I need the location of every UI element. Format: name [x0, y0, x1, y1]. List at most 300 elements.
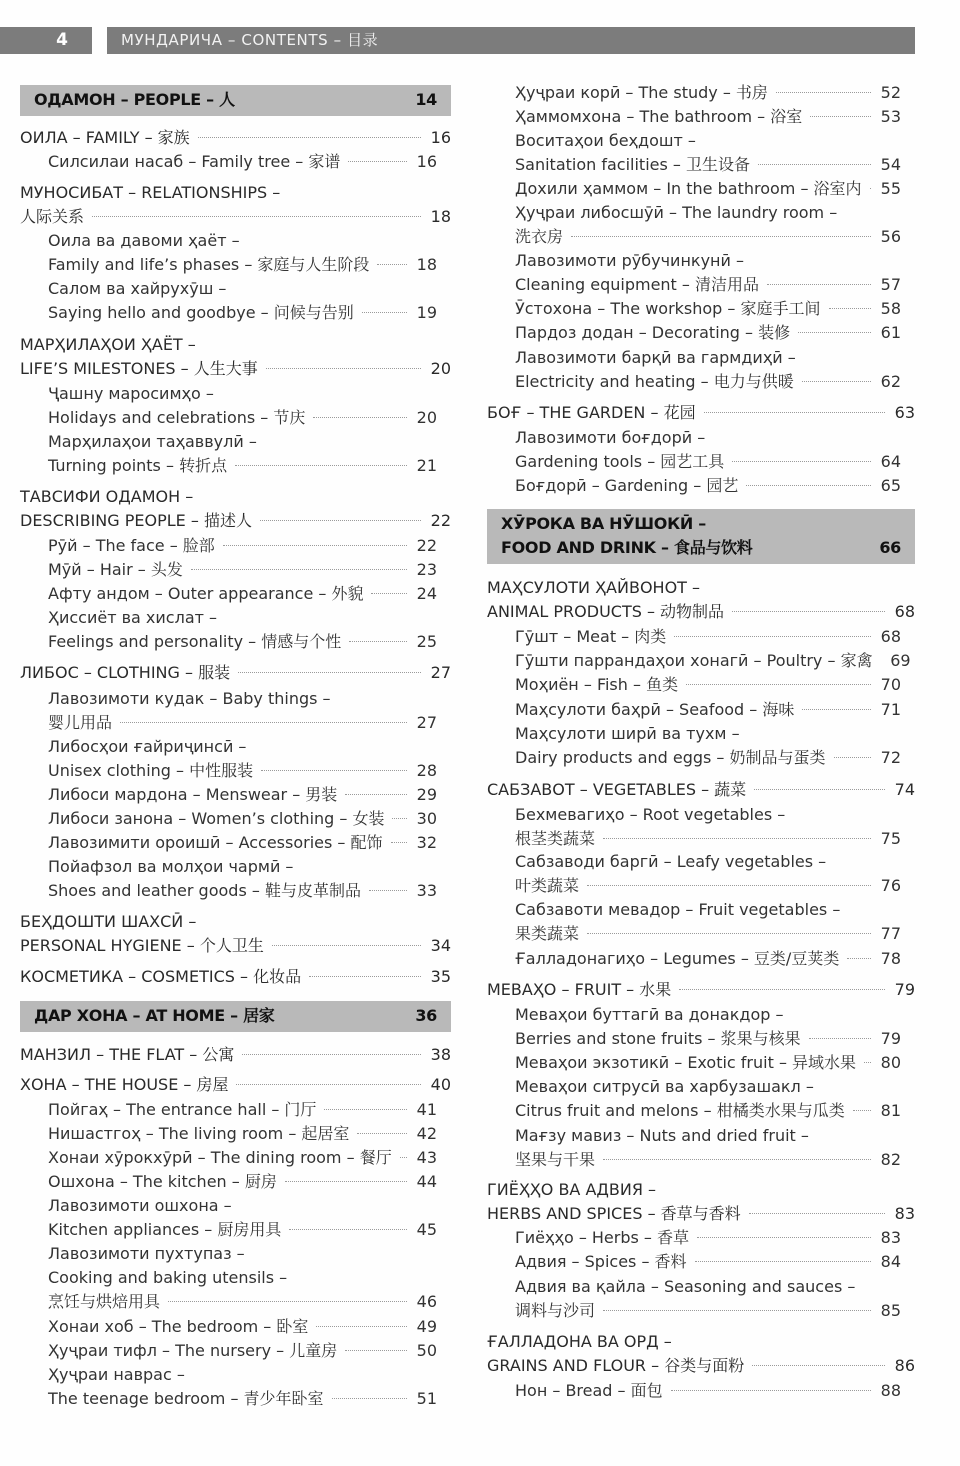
toc-page-number: 23 [416, 560, 437, 579]
dot-leader [377, 264, 407, 265]
toc-entry-title: Gardening tools – 园艺工具 [515, 452, 725, 471]
dot-leader [400, 1157, 407, 1158]
dot-leader [120, 722, 407, 723]
toc-entry-title: Хонаи хӯрокхӯрӣ – The dining room – 餐厅 [48, 1148, 392, 1167]
toc-entry-title: Cleaning equipment – 清洁用品 [515, 275, 759, 294]
toc-page-number: 83 [894, 1204, 915, 1223]
toc-section[interactable] [20, 181, 451, 229]
dot-leader [758, 164, 871, 165]
dot-leader [853, 1110, 871, 1111]
toc-entry-title: The teenage bedroom – 青少年卧室 [48, 1389, 324, 1408]
toc-page-number: 19 [416, 303, 437, 322]
toc-page-number: 51 [416, 1389, 437, 1408]
toc-page-number: 79 [880, 1029, 901, 1048]
toc-entry-title: МАРҲИЛАҲОИ ҲАЁТ – [20, 335, 196, 354]
dot-leader [802, 381, 871, 382]
toc-page-number: 38 [430, 1045, 451, 1064]
toc-entry[interactable] [20, 606, 451, 654]
toc-page-number: 80 [880, 1053, 901, 1072]
dot-leader [603, 1310, 871, 1311]
toc-entry[interactable] [20, 687, 451, 735]
toc-entry[interactable] [487, 321, 915, 345]
toc-page-number: 28 [416, 761, 437, 780]
toc-entry-title: Мӯй – Hair – 头发 [48, 560, 183, 579]
toc-entry-title: Адвия – Spices – 香料 [515, 1252, 687, 1271]
toc-entry[interactable] [487, 81, 915, 105]
toc-entry[interactable] [487, 722, 915, 770]
toc-entry-title: Воситаҳои беҳдошт – [515, 131, 696, 150]
toc-entry[interactable] [487, 947, 915, 971]
dot-leader [571, 236, 871, 237]
toc-section[interactable] [20, 333, 451, 381]
toc-entry-title: КОСМЕТИКА – COSMETICS – 化妆品 [20, 967, 302, 986]
toc-page-number: 68 [894, 602, 915, 621]
toc-entry-title: ДАР ХОНА – AT HOME – 居家 [34, 1006, 275, 1025]
dot-leader [191, 569, 407, 570]
toc-entry-title: Shoes and leather goods – 鞋与皮革制品 [48, 881, 361, 900]
toc-entry-title: ХӮРОКА ВА НӮШОКӢ – [501, 514, 706, 533]
toc-entry-title: 调料与沙司 [515, 1301, 596, 1320]
toc-entry-title: Афту андом – Outer appearance – 外貌 [48, 584, 364, 603]
dot-leader [603, 1159, 871, 1160]
toc-entry-title: Гиёҳҳо – Herbs – 香草 [515, 1228, 690, 1247]
toc-entry-title: Либоси мардона – Menswear – 男装 [48, 785, 338, 804]
dot-leader [704, 412, 885, 413]
toc-entry[interactable] [487, 297, 915, 321]
dot-leader [674, 636, 871, 637]
dot-leader [242, 1054, 421, 1055]
toc-entry[interactable] [487, 1275, 915, 1323]
toc-page-number: 16 [416, 152, 437, 171]
dot-leader [266, 368, 421, 369]
toc-entry[interactable] [20, 1194, 451, 1242]
toc-page-number: 24 [416, 584, 437, 603]
toc-entry-title: Гӯшти паррандаҳои хонагӣ – Poultry – 家禽 [515, 651, 873, 670]
toc-entry-title: Марҳилаҳои таҳаввулӣ – [48, 432, 257, 451]
dot-leader [697, 1237, 871, 1238]
dot-leader [261, 770, 407, 771]
toc-entry-title: Ҷашну маросимҳо – [48, 384, 214, 403]
dot-leader [754, 789, 885, 790]
dot-leader [603, 838, 871, 839]
toc-entry[interactable] [20, 430, 451, 478]
toc-entry-title: Нон – Bread – 面包 [515, 1381, 663, 1400]
toc-page-number: 35 [430, 967, 451, 986]
toc-entry[interactable] [487, 105, 915, 129]
toc-entry-title: 坚果与干果 [515, 1150, 596, 1169]
toc-page-number: 20 [430, 359, 451, 378]
toc-entry-title: GRAINS AND FLOUR – 谷类与面粉 [487, 1356, 745, 1375]
dot-leader [235, 465, 407, 466]
toc-entry[interactable] [487, 1075, 915, 1123]
toc-page-number: 77 [880, 924, 901, 943]
toc-page-number: 20 [416, 408, 437, 427]
dot-leader [223, 545, 407, 546]
toc-page-number: 29 [416, 785, 437, 804]
toc-page-number: 22 [416, 536, 437, 555]
toc-entry-title: Ғалладонагиҳо – Legumes – 豆类/豆荚类 [515, 949, 840, 968]
toc-page-number: 44 [416, 1172, 437, 1191]
dot-leader [324, 1109, 407, 1110]
toc-entry[interactable] [487, 474, 915, 498]
toc-entry-title: Сабзавоти мевадор – Fruit vegetables – [515, 900, 841, 919]
toc-entry[interactable] [20, 735, 451, 783]
toc-entry[interactable] [487, 1124, 915, 1172]
toc-page-number: 76 [880, 876, 901, 895]
toc-entry-title: PERSONAL HYGIENE – 个人卫生 [20, 936, 264, 955]
toc-section[interactable] [487, 401, 915, 425]
toc-section[interactable] [487, 1178, 915, 1226]
toc-page-number: 58 [880, 299, 901, 318]
toc-entry-title: МЕВАҲО – FRUIT – 水果 [487, 980, 672, 999]
toc-entry[interactable] [20, 1363, 451, 1411]
toc-page-number: 71 [880, 700, 901, 719]
dot-leader [767, 284, 871, 285]
toc-entry[interactable] [20, 150, 451, 174]
toc-page-number: 84 [880, 1252, 901, 1271]
toc-entry-title: Либоси занона – Women’s clothing – 女装 [48, 809, 385, 828]
toc-entry-title: Хонаи хоб – The bedroom – 卧室 [48, 1317, 309, 1336]
toc-entry-title: Berries and stone fruits – 浆果与核果 [515, 1029, 801, 1048]
toc-entry[interactable] [487, 673, 915, 697]
toc-entry-title: Ҳуҷраи либосшӯӣ – The laundry room – [515, 203, 838, 222]
toc-page-number: 81 [880, 1101, 901, 1120]
toc-section[interactable] [487, 1330, 915, 1378]
toc-page-number: 57 [880, 275, 901, 294]
toc-page-number: 33 [416, 881, 437, 900]
toc-entry-title: САБЗАВОТ – VEGETABLES – 蔬菜 [487, 780, 747, 799]
toc-entry[interactable] [487, 426, 915, 474]
toc-page-number: 56 [880, 227, 901, 246]
toc-entry-title: Sanitation facilities – 卫生设备 [515, 155, 751, 174]
toc-entry[interactable] [487, 1051, 915, 1075]
toc-entry[interactable] [487, 249, 915, 297]
toc-entry-title: Маҳсулоти баҳрӣ – Seafood – 海味 [515, 700, 795, 719]
toc-entry-title: Рӯй – The face – 脸部 [48, 536, 215, 555]
dot-leader [236, 1084, 421, 1085]
toc-entry-title: БЕҲДОШТИ ШАХСӢ – [20, 912, 197, 931]
toc-entry-title: ОДАМОН – PEOPLE – 人 [34, 90, 235, 109]
dot-leader [695, 1261, 871, 1262]
toc-entry-title: Пойафзол ва молҳои чармӣ – [48, 857, 294, 876]
toc-entry-title: Cooking and baking utensils – [48, 1268, 288, 1287]
dot-leader [847, 958, 871, 959]
toc-entry-title: 果类蔬菜 [515, 924, 580, 943]
toc-entry-title: Моҳиён – Fish – 鱼类 [515, 675, 679, 694]
toc-section[interactable] [487, 978, 915, 1002]
toc-entry[interactable] [20, 534, 451, 558]
toc-page-number: 79 [894, 980, 915, 999]
toc-entry[interactable] [20, 807, 451, 831]
toc-page-number: 82 [880, 1150, 901, 1169]
toc-entry-title: Unisex clothing – 中性服装 [48, 761, 254, 780]
toc-chapter-band[interactable] [487, 509, 915, 564]
toc-section[interactable] [487, 778, 915, 802]
dot-leader [316, 1326, 407, 1327]
dot-leader [752, 1365, 885, 1366]
toc-page-number: 22 [430, 511, 451, 530]
toc-entry-title: Family and life’s phases – 家庭与人生阶段 [48, 255, 370, 274]
dot-leader [587, 885, 871, 886]
toc-entry[interactable] [20, 1098, 451, 1122]
toc-entry-title: Ошхона – The kitchen – 厨房 [48, 1172, 277, 1191]
toc-entry[interactable] [20, 382, 451, 430]
toc-entry-title: Меваҳои буттагӣ ва донакдор – [515, 1005, 784, 1024]
toc-page-number: 16 [430, 128, 451, 147]
toc-entry-title: Ҳаммомхона – The bathroom – 浴室 [515, 107, 803, 126]
toc-page-number: 25 [416, 632, 437, 651]
toc-entry-title: МУНОСИБАТ – RELATIONSHIPS – [20, 183, 281, 202]
toc-page-number: 49 [416, 1317, 437, 1336]
toc-entry[interactable] [20, 1122, 451, 1146]
toc-entry-title: Dairy products and eggs – 奶制品与蛋类 [515, 748, 826, 767]
dot-leader [834, 757, 871, 758]
toc-entry-title: Сабзаводи баргӣ – Leafy vegetables – [515, 852, 827, 871]
toc-entry-title: Боғдорӣ – Gardening – 园艺 [515, 476, 739, 495]
toc-page-number: 42 [416, 1124, 437, 1143]
toc-entry-title: Оила ва давоми ҳаёт – [48, 231, 240, 250]
toc-page-number: 63 [894, 403, 915, 422]
toc-section[interactable] [20, 1043, 451, 1067]
toc-entry-title: DESCRIBING PEOPLE – 描述人 [20, 511, 252, 530]
toc-entry[interactable] [20, 855, 451, 903]
toc-page-number: 36 [415, 1006, 437, 1025]
toc-entry-title: Бехмевагиҳо – Root vegetables – [515, 805, 786, 824]
toc-entry-title: Ҳуҷраи корӣ – The study – 书房 [515, 83, 768, 102]
toc-entry[interactable] [487, 1379, 915, 1403]
toc-entry[interactable] [487, 201, 915, 249]
toc-entry[interactable] [487, 1250, 915, 1274]
dot-leader [349, 641, 407, 642]
toc-chapter-band[interactable] [20, 85, 451, 116]
toc-entry-title: Лавозимоти боғдорӣ – [515, 428, 706, 447]
toc-entry[interactable] [487, 1226, 915, 1250]
toc-section[interactable] [487, 576, 915, 624]
toc-page-number: 53 [880, 107, 901, 126]
dot-leader [357, 1133, 407, 1134]
toc-entry[interactable] [487, 898, 915, 946]
toc-section[interactable] [20, 1073, 451, 1097]
toc-entry-title: МАНЗИЛ – THE FLAT – 公寓 [20, 1045, 235, 1064]
toc-entry[interactable] [487, 698, 915, 722]
toc-entry-title: Лавозимити ороишӣ – Accessories – 配饰 [48, 833, 383, 852]
toc-page-number: 14 [415, 90, 437, 109]
dot-leader [746, 485, 871, 486]
toc-entry-title: Меваҳои экзотикӣ – Exotic fruit – 异域水果 [515, 1053, 857, 1072]
toc-page-number: 50 [416, 1341, 437, 1360]
toc-entry-title: Силсилаи насаб – Family tree – 家谱 [48, 152, 341, 171]
toc-entry[interactable] [487, 129, 915, 177]
dot-leader [362, 312, 407, 313]
toc-entry-title: 洗衣房 [515, 227, 564, 246]
dot-leader [732, 611, 885, 612]
toc-entry-title: 人际关系 [20, 207, 85, 226]
toc-entry[interactable] [20, 277, 451, 325]
toc-entry-title: Адвия ва қайла – Seasoning and sauces – [515, 1277, 856, 1296]
dot-leader [332, 1398, 407, 1399]
toc-section[interactable] [20, 661, 451, 685]
toc-page-number: 32 [416, 833, 437, 852]
toc-page-number: 34 [430, 936, 451, 955]
toc-page-number: 18 [416, 255, 437, 274]
toc-entry[interactable] [487, 803, 915, 851]
toc-entry-title: Saying hello and goodbye – 问候与告别 [48, 303, 354, 322]
toc-page-number: 69 [890, 651, 911, 670]
toc-entry-title: Мағзу мавиз – Nuts and dried fruit – [515, 1126, 809, 1145]
toc-entry-title: HERBS AND SPICES – 香草与香料 [487, 1204, 741, 1223]
toc-page-number: 30 [416, 809, 437, 828]
toc-page-number: 55 [880, 179, 901, 198]
page-number: 4 [0, 27, 92, 54]
dot-leader [260, 520, 421, 521]
toc-entry[interactable] [20, 558, 451, 582]
toc-entry-title: 婴儿用品 [48, 713, 113, 732]
toc-entry-title: ОИЛА – FAMILY – 家族 [20, 128, 190, 147]
toc-page-number: 45 [416, 1220, 437, 1239]
toc-entry-title: Нишастгоҳ – The living room – 起居室 [48, 1124, 350, 1143]
toc-entry-title: 根茎类蔬菜 [515, 829, 596, 848]
dot-leader [309, 976, 421, 977]
toc-entry-title: МАҲСУЛОТИ ҲАЙВОНОТ – [487, 578, 701, 597]
toc-entry-title: Ҳуҷраи наврас – [48, 1365, 185, 1384]
toc-page-number: 66 [879, 538, 901, 557]
dot-leader [272, 945, 421, 946]
toc-page-number: 74 [894, 780, 915, 799]
dot-leader [686, 684, 871, 685]
toc-entry[interactable] [20, 1242, 451, 1314]
toc-entry-title: БОҒ – THE GARDEN – 花园 [487, 403, 696, 422]
toc-entry-title: Ҳуҷраи тифл – The nursery – 儿童房 [48, 1341, 338, 1360]
dot-leader [348, 161, 407, 162]
dot-leader [371, 593, 407, 594]
toc-entry-title: Гӯшт – Meat – 肉类 [515, 627, 667, 646]
toc-section[interactable] [20, 965, 451, 989]
toc-entry[interactable] [487, 177, 915, 201]
toc-entry-title: FOOD AND DRINK – 食品与饮料 [501, 538, 753, 557]
dot-leader [829, 308, 871, 309]
toc-page-number: 86 [894, 1356, 915, 1375]
toc-page-number: 83 [880, 1228, 901, 1247]
toc-entry-title: ТАВСИФИ ОДАМОН – [20, 487, 194, 506]
dot-leader [345, 794, 407, 795]
toc-entry[interactable] [487, 1003, 915, 1051]
toc-entry-title: ЛИБОС – CLOTHING – 服装 [20, 663, 231, 682]
toc-entry-title: Дохили ҳаммом – In the bathroom – 浴室内 [515, 179, 862, 198]
toc-entry[interactable] [20, 229, 451, 277]
toc-page-number: 68 [880, 627, 901, 646]
dot-leader [809, 1038, 871, 1039]
dot-leader [289, 1229, 407, 1230]
toc-section[interactable] [20, 485, 451, 533]
toc-entry-title: 叶类蔬菜 [515, 876, 580, 895]
toc-entry[interactable] [487, 850, 915, 898]
toc-entry-title: Лавозимоти рӯбучинкунӣ – [515, 251, 744, 270]
toc-entry[interactable] [20, 1339, 451, 1363]
toc-page-number: 88 [880, 1381, 901, 1400]
toc-entry-title: Лавозимоти кудак – Baby things – [48, 689, 331, 708]
toc-entry-title: Feelings and personality – 情感与个性 [48, 632, 342, 651]
toc-page-number: 62 [880, 372, 901, 391]
dot-leader [168, 1301, 407, 1302]
toc-entry-title: ХОНА – THE HOUSE – 房屋 [20, 1075, 229, 1094]
toc-page-number: 27 [430, 663, 451, 682]
dot-leader [198, 137, 421, 138]
dot-leader [313, 417, 407, 418]
dot-leader [238, 672, 421, 673]
dot-leader [749, 1213, 885, 1214]
toc-entry-title: Салом ва хайрухӯш – [48, 279, 227, 298]
toc-entry[interactable] [20, 1146, 451, 1170]
toc-entry-title: Electricity and heating – 电力与供暖 [515, 372, 794, 391]
toc-entry-title: ҒАЛЛАДОНА ВА ОРД – [487, 1332, 672, 1351]
toc-entry-title: Меваҳои ситрусӣ ва харбузашакл – [515, 1077, 814, 1096]
dot-leader [798, 332, 871, 333]
toc-chapter-band[interactable] [20, 1001, 451, 1032]
toc-entry-title: Либосҳои ғайриҷинсӣ – [48, 737, 247, 756]
toc-entry[interactable] [487, 625, 915, 649]
toc-entry-title: Лавозимоти ошхона – [48, 1196, 232, 1215]
toc-entry[interactable] [20, 1170, 451, 1194]
toc-entry-title: 烹饪与烘焙用具 [48, 1292, 161, 1311]
toc-page-number: 78 [880, 949, 901, 968]
toc-page-number: 43 [416, 1148, 437, 1167]
toc-entry[interactable] [20, 831, 451, 855]
toc-entry-title: Лавозимоти пухтупаз – [48, 1244, 245, 1263]
toc-entry[interactable] [20, 783, 451, 807]
toc-section[interactable] [20, 910, 451, 958]
toc-entry-title: Kitchen appliances – 厨房用具 [48, 1220, 282, 1239]
toc-page-number: 54 [880, 155, 901, 174]
dot-leader [587, 933, 871, 934]
toc-section[interactable] [20, 126, 451, 150]
toc-entry-title: Маҳсулоти ширӣ ва тухм – [515, 724, 740, 743]
toc-entry-title: Citrus fruit and melons – 柑橘类水果与瓜类 [515, 1101, 845, 1120]
toc-page-number: 27 [416, 713, 437, 732]
toc-page-number: 46 [416, 1292, 437, 1311]
toc-entry-title: Turning points – 转折点 [48, 456, 228, 475]
dot-leader [864, 1062, 871, 1063]
toc-page-number: 65 [880, 476, 901, 495]
toc-page-number: 40 [430, 1075, 451, 1094]
page-title: МУНДАРИЧА – CONTENTS – 目录 [107, 27, 915, 54]
toc-entry[interactable] [487, 649, 915, 673]
toc-entry-title: ГИЁҲҲО ВА АДВИЯ – [487, 1180, 657, 1199]
dot-leader [679, 989, 885, 990]
toc-page-number: 75 [880, 829, 901, 848]
dot-leader [802, 709, 871, 710]
toc-page-number: 64 [880, 452, 901, 471]
dot-leader [369, 890, 407, 891]
toc-entry-title: Ӯстохона – The workshop – 家庭手工间 [515, 299, 821, 318]
toc-page-number: 72 [880, 748, 901, 767]
toc-entry-title: ANIMAL PRODUCTS – 动物制品 [487, 602, 725, 621]
toc-page-number: 70 [880, 675, 901, 694]
toc-entry-title: Holidays and celebrations – 节庆 [48, 408, 306, 427]
toc-page-number: 18 [430, 207, 451, 226]
toc-entry-title: Пардоз додан – Decorating – 装修 [515, 323, 791, 342]
toc-page-number: 52 [880, 83, 901, 102]
toc-page-number: 85 [880, 1301, 901, 1320]
dot-leader [776, 92, 871, 93]
dot-leader [671, 1390, 871, 1391]
dot-leader [345, 1350, 407, 1351]
toc-entry[interactable] [20, 582, 451, 606]
toc-entry[interactable] [20, 1315, 451, 1339]
dot-leader [870, 188, 871, 189]
dot-leader [92, 216, 421, 217]
toc-entry[interactable] [487, 346, 915, 394]
toc-entry-title: Ҳиссиёт ва хислат – [48, 608, 218, 627]
